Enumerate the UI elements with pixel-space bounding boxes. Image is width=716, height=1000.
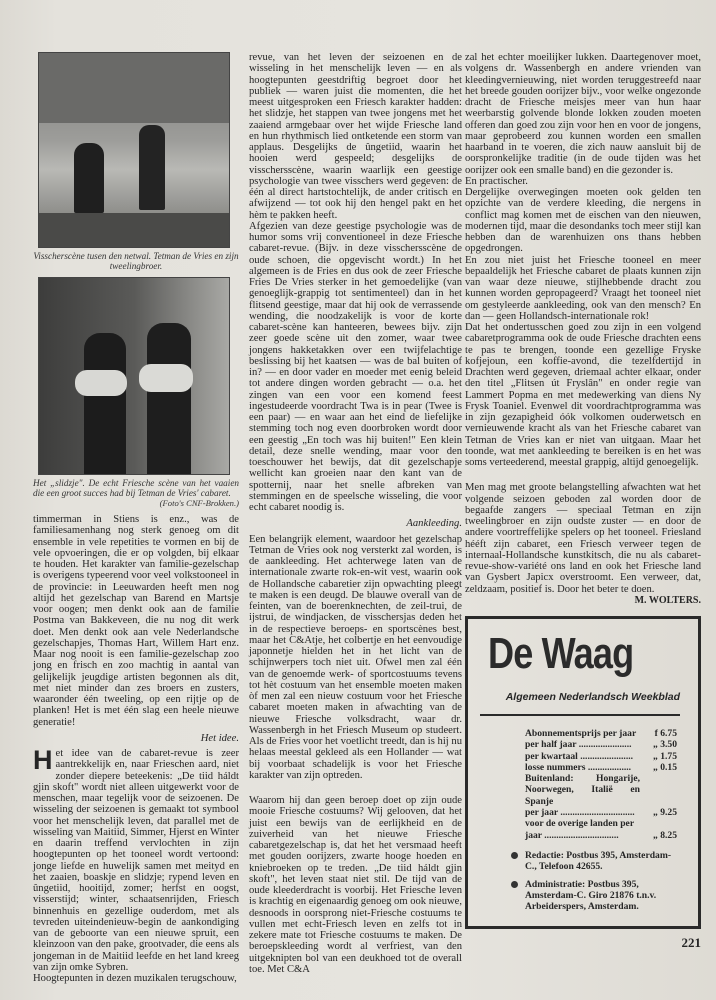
paragraph: Dat het ondertusschen goed zou zijn in een volgend cabaretprogramma ook de oude Friesche drachten eens te pas te brengen, toonde een gezellige Fryske kofjejoun, een koffie-avond, die tezelfdertijd in Drachten werd gegeven, driemaal achter elkaar, onder den titel „Flitsen út Fryslân" en onder regie van Lammert Popma en met medewerking van diens Ny Frysk Toaniel. Evenwel dit voordrachtprogramma was in zijn gezapigheid óók volkomen ouderwetsch en vernieuwende kracht als van het Friesche cabaret van Tetman de Vries kan er niet van uitgaan. Maar het toonde, wat met aankleeding te bereiken is en het was soms verteederend, meestal grappig, altijd genoegelijk. bbox=[465, 322, 701, 468]
stage-floor bbox=[39, 213, 229, 247]
price-label: voor de overige landen per jaar ............................... bbox=[525, 818, 634, 841]
section-heading: Het idee. bbox=[200, 732, 239, 744]
paragraph: En practischer. bbox=[465, 175, 528, 187]
caption-text: Het „slidzje". De echt Friesche scène van het vaaien die een groot succes had bij Tetman de Vries' cabaret. bbox=[33, 478, 239, 498]
price-value: „ 1.75 bbox=[653, 750, 677, 762]
price-value: „ 3.50 bbox=[653, 739, 677, 751]
photo-slidzje-scene bbox=[38, 277, 230, 475]
bullet-icon bbox=[511, 852, 518, 859]
price-value: „ 8.25 bbox=[653, 829, 677, 841]
paragraph: Hoogtepunten in dezen muzikalen terugschouw, bbox=[33, 973, 237, 984]
paragraph bbox=[33, 745, 239, 973]
price-label: per kwartaal ...................... bbox=[525, 750, 634, 762]
redactie-address bbox=[525, 850, 675, 873]
price-value: f 6.75 bbox=[654, 728, 677, 739]
paragraph: Afgezien van deze geestige psychologie was de humor soms vrij conventioneel in deze Friesche cabaret-revue. (Bijv. in deze visschersscène de oude schoen, die opgevischt wordt.) In het algemeen is de Fries en dus ook de zeer Friesche Fries De Vries sterker in het gemoedelijke (van genoeglijk-grappig tot sentimenteel) dan in het flitsend geestige, maar dat hij ook de verrassende wending, die noodzakelijk is voor de korte cabaret-scène kan hanteeren, bewees bijv. zijn zeer goede scène uit den zomer, waar twee jongens hakketakken over een twijfelachtige beslissing bij het kaatsen — was de bal buiten of in? — en door vader en moeder met eenig beleid tot andere dingen worden gebracht — o.a. het zingen van een voor een komend feest ingestudeerde voordracht Twa is in pear (Twee is een paar) — en waar aan het eind de liefelijke stemming toch nog even doorbroken wordt door een geestig „En toch was hij buiten!" Een klein detail, deze snelle wending, maar voor den toeschouwer het bewijs, dat dit gezelschapje wellicht kan groeien naar den kant van de spotternij, naar het snelle afbreken van stemmingen en de speelsche wisseling, die voor echt cabaret noodig is. bbox=[249, 220, 462, 513]
price-label: per half jaar ...................... bbox=[525, 739, 632, 751]
paragraph: timmerman in Stiens is enz., was de familiesamenhang nog sterk genoeg om dit ensemble in vele repetities te vormen en bij de vele opvoeringen, die er op volgden, bij elkaar te houden. Het karakter van familie-gezelschap is overigens typeerend voor veel volkstooneel in de provincie: in Leeuwarden heeft men nog altijd het gezelschap van Barend en Martsje voor oogen; men denkt ook aan de familie Postma van Bakkeveen, die nu nog dit werk doet. Men denkt ook aan vele Nederlandsche gezelschapjes, Thomas Hart, Willem Hart enz. Maar nog nooit is een familie-gezelschap zoo jong en frisch en zoo machtig in aantal van gelijkelijk jeugdige artisten begonnen als dit, met niet minder dan zes broers en zusters, waaronder één tweeling, op een rijtje op de planken! Het is met één slag een heele nieuwe generatie! bbox=[33, 514, 239, 728]
administratie-address bbox=[525, 879, 675, 913]
price-row bbox=[525, 762, 677, 773]
figure bbox=[84, 333, 126, 474]
price-value: „ 9.25 bbox=[653, 807, 677, 819]
figure bbox=[147, 323, 191, 474]
paragraph: Dergelijke overwegingen moeten ook gelden ten opzichte van de verdere kleeding, die nergens in conflict mag komen met de eischen van den nieuwen, modernen tijd, maar die desondanks toch meer stijl kan hebben dan de warenhuizen ons thans hebben opgedrongen. bbox=[465, 187, 701, 255]
price-label: Abonnementsprijs per jaar bbox=[525, 728, 637, 739]
price-list bbox=[525, 728, 677, 841]
administratie-text: Administratie: Postbus 395, Amsterdam-C. Giro 21876 t.n.v. Arbeiderspers, Amsterdam. bbox=[525, 878, 657, 913]
left-column bbox=[33, 52, 239, 984]
divider bbox=[480, 714, 680, 716]
price-label: per jaar ............................... bbox=[525, 807, 635, 819]
price-row bbox=[525, 728, 677, 739]
price-label: losse nummers .................. bbox=[525, 761, 632, 773]
drop-cap: H bbox=[33, 745, 53, 775]
figure bbox=[74, 143, 104, 213]
paragraph-text: et idee van de cabaret-revue is zeer aantrekkelijk en, naar Frieschen aard, niet zonder diepere beteekenis: „De tiid háldt gjin skoft" wordt niet alleen uitgewerkt voor de menschen, maar tegelijk voor de seizoenen. De wisseling der seizoenen is gemaakt tot symbool voor het menschelijk leven, dat parallel met de wisseling van Maitiid, Simmer, Hjerst en Winter en daarin treffend vervlochten in zijn hoogtepunten op het tooneel wordt vertoond: jonge liefde en huwelijk samen met meityd en het zaaien, boaskje en slidzje; rypend leven en ûngetiid, hooitijd, zomer; herfst en oogst, visserstijd; winter, schaatsenrijden, Friesch binnenhuis en gezellige ouderdom, met als tevreden uiteindenieuw-begin de aankondiging van de geboorte van een nieuwe spruit, een kleinzoon van den pake, grootvader, die eens als jongeman in de Maitiid leefde en het land kreeg van zijn omke Sybren. bbox=[33, 748, 239, 973]
paragraph: revue, van het leven der seizoenen en de wisseling in het menschelijk leven — en als hoogtepunten geestdriftig begroet door het publiek — waren juist die momenten, die het meest uitgesproken een Friesch karakter hadden: het slidzje, het stappen van twee jongens met het zaaiend armgebaar over het wijde Friesche land en hun rhythmisch lied ontketende een storm van applaus. Desgelijks de ûngetiid, waarin het hooien werd gespeeld; desgelijks de visschersscène, waarin waarlijk een geestige psychologie van twee visschers werd gegeven: de één al direct hartstochtelijk, de ander critisch en afwijzend — tot ook hij den hengel pakt en het hèm te pakken heeft. bbox=[249, 52, 462, 221]
price-value: „ 0.15 bbox=[653, 761, 677, 773]
price-row bbox=[525, 751, 677, 762]
right-column bbox=[465, 52, 701, 950]
price-row bbox=[525, 818, 677, 841]
middle-column bbox=[249, 52, 462, 975]
advert-logo: De Waag bbox=[488, 629, 634, 678]
price-row bbox=[525, 807, 677, 818]
paragraph: zal het echter moeilijker lukken. Daartegenover moet, volgens dr. Wassenbergh en andere vrienden van kleedingvernieuwing, niet worden teruggestreefd naar het breede gouden oorijzer bijv., voor welke ongezonde dracht de Friesche meisjes meer van hun haar weerbarstig golvende blonde lokken zouden moeten offeren dan goed zou zijn voor hen en voor de jongens, maar geprobeerd zou kunnen worden een smallen haarband in te voeren, die zich nauw aansluit bij de oorspronkelijke traditie (in de oude tijden was het oorijzer ook een smalle band) en die gezonder is. bbox=[465, 52, 701, 176]
photo-caption: Visscherscène tusen den netwal. Tetman de Vries en zijn tweelingbroer. bbox=[33, 251, 239, 271]
paragraph: Een belangrijk element, waardoor het gezelschap Tetman de Vries ook nog versterkt zal worden, is de aankleeding. Het achterwege laten van de internationale zwarte rok-en-wit vest, waarin ook de Hollandsche cabaretier zijn opwachting pleegt te maken is een deugd. De blauwe overall van de feinten, van de boerenknechten, de zeil-trui, de ijstrui, de windjacken, de visschersjas deden het in de respectieve beroeps- en sportscènes best, maar het C&Atje, het colbertje en het eenvoudige japonnetje hielden het in het licht van de schijnwerpers toch niet uit. Ofwel men zal één van de genoemde werk- of sportcostuums tevens tot hèt costuum van het ensemble moeten maken òf men zal een nieuw costuum voor het Friesche cabaret moeten maken in afwachting van de nieuwe Friesche volksdracht, waar dr. Wassenbergh in het Friesch Museum op studeert. Als de Fries voor het voetlicht treedt, dan is hij nu helaas meestal gekleed als een Hollander — wat bij voorbaat schadelijk is voor het Friesche karakter van zijn optreden. bbox=[249, 533, 462, 781]
page-number: 221 bbox=[681, 935, 701, 951]
section-heading: Aankleeding. bbox=[406, 518, 462, 530]
photo-credit: (Foto's CNF-Brokken.) bbox=[159, 498, 239, 508]
author-signature: M. WOLTERS. bbox=[634, 594, 701, 606]
white-bundle bbox=[139, 364, 193, 392]
photo-fishing-scene bbox=[38, 52, 230, 248]
white-bundle bbox=[75, 370, 127, 396]
price-row bbox=[525, 739, 677, 750]
paragraph: En zou niet juist het Friesche tooneel en meer bepaaldelijk het Friesche cabaret de plaats kunnen zijn van waar deze nieuwe, stijlhebbende dracht zou kunnen worden gepropageerd? Vraagt het tooneel niet om gestyleerde aankleeding, ook van den mensch? En dan — geen Hollandsch-internationale rok! bbox=[465, 254, 701, 322]
figure bbox=[139, 125, 165, 210]
photo-caption bbox=[33, 478, 239, 508]
paragraph: Waarom hij dan geen beroep doet op zijn oude mooie Friesche costuums? Wij gelooven, dat het juist een bewijs van de eerlijkheid en de zuiverheid van het nieuwe Friesche cabaretgezelschap is, dat het het versmaad heeft met gouden oorijzers, zwarte hooge hoeden en kniebroeken op te treden. „De tiid háldt gjin skoft", het leven staat niet stil. De tijd van de oude kleederdracht is voorbij. Het Friesche leven is krachtig en eigenaardig genoeg om ook nieuwe, desnoods in oorsprong niet-Friesche costuums te vullen met echt-Friesch leven en zelfs tot in zekere mate tot Friesche costuums te maken. De beroepskleeding wordt al verfriest, van den uitgeknipten bol van een deukhoed tot de overall toe. Met C&A bbox=[249, 795, 462, 975]
advert-subtitle: Algemeen Nederlandsch Weekblad bbox=[505, 691, 680, 703]
bullet-icon bbox=[511, 881, 518, 888]
paragraph: Men mag met groote belangstelling afwachten wat het volgende seizoen geboden zal worden door de begaafde zangers — speciaal Tetman en zijn tweelingbroer en zijn oudste zuster — en door de andere voortreffelijke spelers op het tooneel. Friesland hééft zijn cabaret, een Friesch verweer tegen de internaal-Hollandsche kunstkitsch, die nu als cabaret-revue-show-variété ons land en ook het Friesche land van Gysbert Japicx overstroomt. Een verweer, dat, zeldzaam, positief is. Door het beter te doen. bbox=[465, 482, 701, 595]
stage-backdrop bbox=[39, 53, 229, 123]
redactie-text: Redactie: Postbus 395, Amsterdam-C., Telefoon 42655. bbox=[525, 849, 672, 873]
de-waag-advert bbox=[465, 616, 701, 929]
foreign-heading: Buitenland: Hongarije, Noorwegen, Italië en Spanje bbox=[525, 773, 640, 807]
